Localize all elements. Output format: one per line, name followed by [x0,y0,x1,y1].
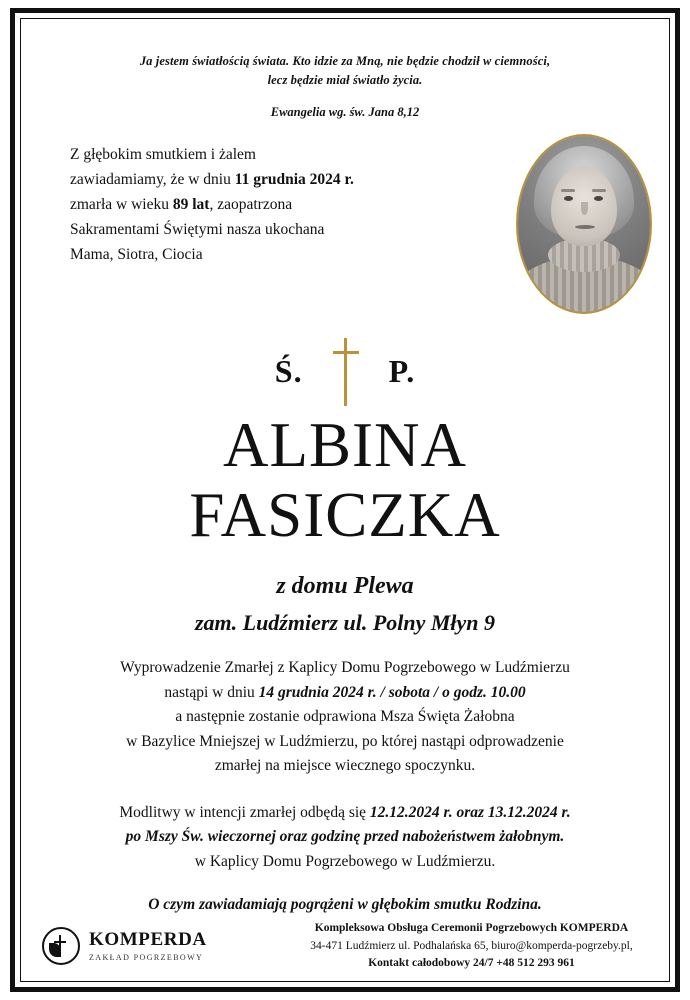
company-logo [42,927,257,965]
ceremony-p2-line-3: w Kaplicy Domu Pogrzebowego w Ludźmierzu. [194,852,496,870]
ceremony-p1-line-2 [52,681,638,705]
ceremony-p1-line-1: Wyprowadzenie Zmarłej z Kaplicy Domu Pogrzebowego w Ludźmierzu [120,659,570,677]
portrait-oval-frame [516,134,652,314]
funeral-datetime: 14 grudnia 2024 r. / sobota / o godz. 10.00 [258,683,526,701]
portrait-photo [516,134,648,310]
ceremony-p2-line-1 [52,801,638,825]
ceremony-p1-line-5: zmarłej na miejsce wiecznego spoczynku. [214,757,476,775]
company-services-line: Kompleksowa Obsługa Ceremonii Pogrzebowych KOMPERDA [314,922,629,935]
age-at-death: 89 lat [172,195,210,213]
candle-flame-icon [42,927,80,965]
scripture-quote [70,52,620,91]
death-date: 11 grudnia 2024 r. [234,170,354,188]
sp-letter-right: P. [388,353,416,390]
portrait-eyebrow-right [592,189,606,192]
deceased-name [28,409,662,550]
scripture-quote-line-1: Ja jestem światłością świata. Kto idzie za Mną, nie będzie chodził w ciemności, [139,54,551,68]
scripture-source: Ewangelia wg. św. Jana 8,12 [270,104,420,119]
sp-letter-left: Ś. [274,353,303,390]
deceased-last-name: FASICZKA [189,480,501,550]
footer [42,920,666,972]
ceremony-p1-line-4: w Bazylice Mniejszej w Ludźmierzu, po której nastąpi odprowadzenie [126,732,564,750]
deceased-maiden-name: z domu Plewa [276,573,414,600]
sp-row [28,335,662,409]
company-name: KOMPERDA [89,929,207,951]
ceremony-p1-line-3: a następnie zostanie odprawiona Msza Święta Żałobna [175,708,515,726]
notice-content [28,26,662,974]
cross-icon [333,338,359,406]
ceremony-p2-line-2: po Mszy Św. wieczornej oraz godzinę przed nabożeństwem żałobnym. [125,828,565,846]
company-logo-text [89,930,207,962]
announcement-line-3-text: zmarła w wieku [70,195,173,213]
company-tagline: ZAKŁAD POGRZEBOWY [89,953,204,963]
announcement-line-2 [70,167,460,192]
announcement-line-3 [70,192,460,217]
portrait-eye-left [564,196,573,201]
portrait-nose [581,202,588,215]
announcement-line-2-text: zawiadamiamy, że w dniu [70,170,235,188]
deceased-first-name: ALBINA [223,409,467,480]
portrait-mouth [575,225,595,229]
announcement-line-3-tail: , zaopatrzona [209,195,293,213]
company-contact-info [277,920,666,972]
announcement-line-5: Mama, Siotra, Ciocia [70,246,203,264]
deceased-address: zam. Ludźmierz ul. Polny Młyn 9 [194,610,496,636]
prayer-dates: 12.12.2024 r. oraz 13.12.2024 r. [369,803,571,821]
ceremony-p1-line-2-text: nastąpi w dniu [164,683,259,701]
announcement-text [70,142,460,268]
ceremony-p2-line-1-text: Modlitwy w intencji zmarłej odbędą się [119,803,370,821]
company-address-line: 34-471 Ludźmierz ul. Podhalańska 65, biuro@komperda-pogrzeby.pl, [310,939,633,952]
portrait-eye-right [594,196,603,201]
announcement-line-4: Sakramentami Świętymi nasza ukochana [70,221,325,239]
announcement-section [28,142,662,317]
scripture-quote-line-2: lecz będzie miał światło życia. [267,73,423,88]
family-closing-statement: O czym zawiadamiają pogrążeni w głębokim smutku Rodzina. [148,896,542,914]
ceremony-paragraph-1 [52,656,638,778]
announcement-line-1: Z głębokim smutkiem i żalem [70,145,256,163]
ceremony-paragraph-2 [52,801,638,874]
company-phone-line: Kontakt całodobowy 24/7 +48 512 293 961 [368,956,575,969]
portrait-eyebrow-left [561,189,575,192]
